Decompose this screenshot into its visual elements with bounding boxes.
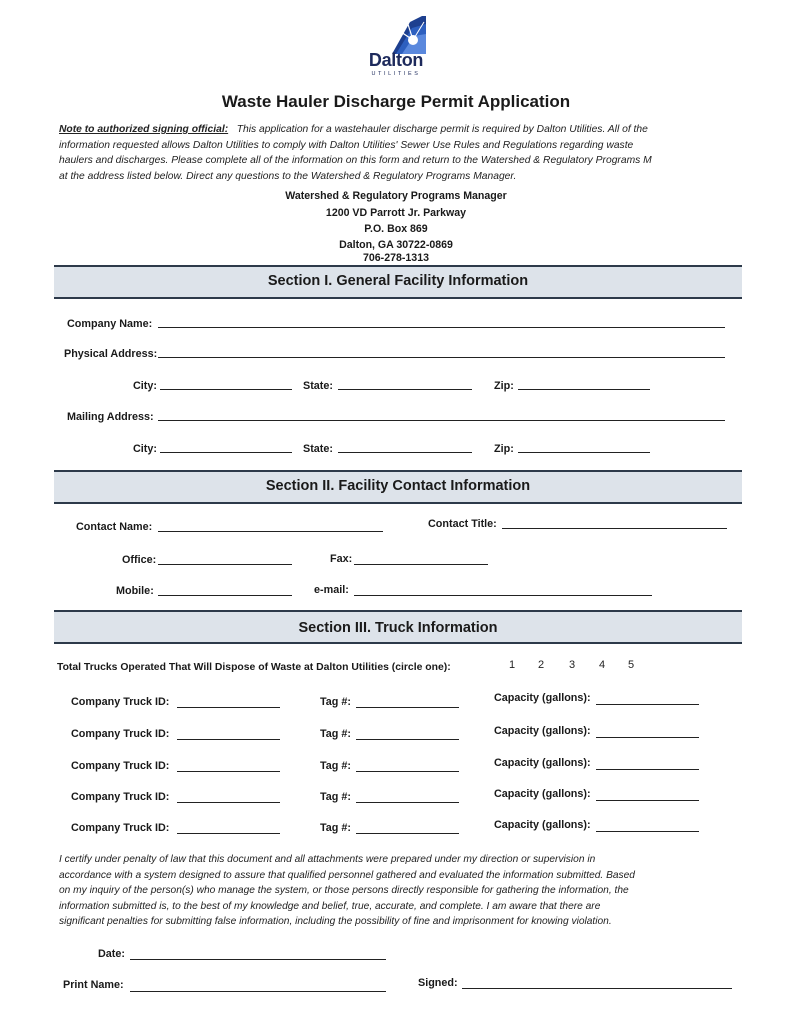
truck-id-label: Company Truck ID:	[71, 822, 170, 834]
date-label: Date:	[98, 948, 125, 960]
truck-id-label: Company Truck ID:	[71, 696, 170, 708]
note-line: haulers and discharges. Please complete all of the information on this form and return to the Watershed & Regulatory Programs M	[59, 155, 652, 167]
tag-field[interactable]	[356, 739, 459, 740]
section-2-title: Section II. Facility Contact Information	[265, 478, 531, 494]
truck-id-field[interactable]	[177, 833, 280, 834]
address-line: P.O. Box 869	[364, 223, 428, 235]
section-1-title: Section I. General Facility Information	[267, 273, 529, 289]
note-line: at the address listed below. Direct any questions to the Watershed & Regulatory Programs Manager.	[59, 171, 517, 183]
tag-field[interactable]	[356, 771, 459, 772]
address-line: Dalton, GA 30722-0869	[339, 239, 453, 251]
fax-label: Fax:	[330, 553, 353, 565]
mailing-zip-label: Zip:	[494, 443, 514, 455]
mobile-field[interactable]	[158, 595, 292, 596]
mailing-address-field[interactable]	[158, 420, 725, 421]
company-name-field[interactable]	[158, 327, 725, 328]
certification-line: information submitted is, to the best of my knowledge and belief, true, accurate, and complete. I am aware that there are	[59, 900, 601, 912]
state-label: State:	[303, 380, 333, 392]
logo-name: Dalton	[368, 50, 424, 70]
mobile-label: Mobile:	[116, 585, 154, 597]
fax-field[interactable]	[354, 564, 488, 565]
truck-id-field[interactable]	[177, 707, 280, 708]
certification-line: I certify under penalty of law that this document and all attachments were prepared under my direction or supervision in	[59, 854, 596, 865]
zip-field[interactable]	[518, 389, 650, 390]
tag-label: Tag #:	[320, 760, 351, 772]
tag-field[interactable]	[356, 833, 459, 834]
address-line: 1200 VD Parrott Jr. Parkway	[325, 207, 467, 219]
mailing-zip-field[interactable]	[518, 452, 650, 453]
city-label: City:	[133, 380, 157, 392]
capacity-label: Capacity (gallons):	[494, 725, 591, 737]
signed-label: Signed:	[418, 977, 458, 989]
signing-official-note	[59, 122, 749, 185]
contact-title-field[interactable]	[502, 528, 727, 529]
mailing-city-field[interactable]	[160, 452, 292, 453]
truck-count-option-1[interactable]: 1	[509, 659, 516, 671]
email-label: e-mail:	[314, 584, 349, 596]
certification-statement	[59, 852, 749, 930]
contact-name-field[interactable]	[158, 531, 383, 532]
capacity-field[interactable]	[596, 704, 699, 705]
page-title: Waste Hauler Discharge Permit Application	[221, 92, 571, 111]
truck-count-option-4[interactable]: 4	[599, 659, 606, 671]
capacity-label: Capacity (gallons):	[494, 757, 591, 769]
truck-id-field[interactable]	[177, 771, 280, 772]
truck-id-field[interactable]	[177, 739, 280, 740]
city-field[interactable]	[160, 389, 292, 390]
tag-label: Tag #:	[320, 791, 351, 803]
office-field[interactable]	[158, 564, 292, 565]
truck-id-label: Company Truck ID:	[71, 760, 170, 772]
capacity-label: Capacity (gallons):	[494, 788, 591, 800]
signature-field[interactable]	[462, 988, 732, 989]
note-line: information requested allows Dalton Utilities to comply with Dalton Utilities' Sewer Use Rules and Regulations regarding waste	[59, 139, 634, 151]
contact-title-label: Contact Title:	[428, 518, 497, 530]
tag-label: Tag #:	[320, 696, 351, 708]
date-field[interactable]	[130, 959, 386, 960]
contact-name-label: Contact Name:	[76, 521, 153, 533]
company-name-label: Company Name:	[67, 318, 153, 330]
office-label: Office:	[122, 554, 157, 566]
address-line: 706-278-1313	[363, 252, 429, 264]
certification-line: on my inquiry of the person(s) who manage the system, or those persons directly responsible for gathering the information, the	[59, 885, 629, 897]
section-3-title: Section III. Truck Information	[298, 620, 498, 636]
mailing-state-label: State:	[303, 443, 333, 455]
logo-subtitle: UTILITIES	[371, 71, 421, 77]
truck-count-option-2[interactable]: 2	[538, 659, 545, 671]
truck-count-option-3[interactable]: 3	[569, 659, 576, 671]
truck-count-option-5[interactable]: 5	[628, 659, 635, 671]
mailing-city-label: City:	[133, 443, 157, 455]
note-line: This application for a wastehauler discharge permit is required by Dalton Utilities. All of the	[236, 124, 648, 135]
capacity-field[interactable]	[596, 737, 699, 738]
zip-label: Zip:	[494, 380, 514, 392]
tag-field[interactable]	[356, 802, 459, 803]
truck-id-field[interactable]	[177, 802, 280, 803]
address-line: Watershed & Regulatory Programs Manager	[285, 190, 507, 202]
mailing-state-field[interactable]	[338, 452, 472, 453]
note-label: Note to authorized signing official:	[59, 124, 229, 135]
physical-address-label: Physical Address:	[64, 348, 158, 360]
truck-id-label: Company Truck ID:	[71, 791, 170, 803]
capacity-field[interactable]	[596, 831, 699, 832]
capacity-label: Capacity (gallons):	[494, 692, 591, 704]
email-field[interactable]	[354, 595, 652, 596]
truck-id-label: Company Truck ID:	[71, 728, 170, 740]
tag-label: Tag #:	[320, 822, 351, 834]
capacity-field[interactable]	[596, 800, 699, 801]
mailing-address-label: Mailing Address:	[67, 411, 154, 423]
total-trucks-label: Total Trucks Operated That Will Dispose of Waste at Dalton Utilities (circle one):	[57, 662, 451, 673]
capacity-field[interactable]	[596, 769, 699, 770]
print-name-label: Print Name:	[63, 979, 124, 991]
physical-address-field[interactable]	[158, 357, 725, 358]
print-name-field[interactable]	[130, 991, 386, 992]
tag-label: Tag #:	[320, 728, 351, 740]
certification-line: significant penalties for submitting false information, including the possibility of fine and imprisonment for knowing violation.	[59, 916, 612, 928]
state-field[interactable]	[338, 389, 472, 390]
tag-field[interactable]	[356, 707, 459, 708]
capacity-label: Capacity (gallons):	[494, 819, 591, 831]
certification-line: accordance with a system designed to assure that qualified personnel gathered and evaluated the information submitted. Based	[59, 869, 635, 881]
